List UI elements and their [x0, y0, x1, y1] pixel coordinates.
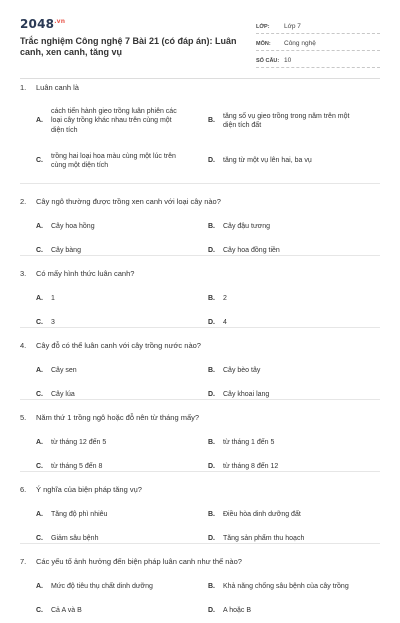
- option-c[interactable]: [20, 141, 192, 181]
- option-text: Tăng độ phì nhiêu: [51, 511, 108, 519]
- option-d[interactable]: [192, 141, 364, 181]
- options-grid: [20, 359, 380, 407]
- option-a[interactable]: [20, 287, 192, 311]
- option-letter: D.: [208, 535, 215, 543]
- question-text: [20, 197, 380, 207]
- option-letter: B.: [208, 583, 215, 591]
- question-5: [20, 400, 380, 472]
- question-number: 4.: [20, 341, 27, 350]
- question-stem: Năm thứ 1 trồng ngô hoặc đỗ nên từ tháng mấy?: [36, 413, 200, 422]
- options-grid: [20, 101, 380, 181]
- question-text: [20, 485, 380, 495]
- option-c[interactable]: [20, 599, 192, 623]
- question-number: 2.: [20, 197, 27, 206]
- option-letter: C.: [36, 247, 43, 255]
- worksheet-header: [20, 0, 380, 78]
- option-text: Cả A và B: [51, 607, 82, 615]
- option-letter: B.: [208, 439, 215, 447]
- option-b[interactable]: [192, 359, 364, 383]
- info-value: Công nghệ: [284, 40, 316, 47]
- info-label: SỐ CÂU:: [256, 58, 280, 64]
- option-text: Cây lúa: [51, 391, 75, 399]
- question-stem: Các yếu tố ảnh hưởng đến biện pháp luân canh như thế nào?: [36, 557, 242, 566]
- option-a[interactable]: [20, 359, 192, 383]
- option-b[interactable]: [192, 287, 364, 311]
- question-7: [20, 544, 380, 616]
- option-letter: A.: [36, 117, 43, 125]
- option-text: từ tháng 8 đến 12: [223, 463, 279, 471]
- option-text: tăng từ một vụ lên hai, ba vụ: [223, 157, 312, 165]
- question-number: 3.: [20, 269, 27, 278]
- info-value: 10: [284, 57, 292, 64]
- info-row-count: [256, 51, 380, 68]
- question-stem: Ý nghĩa của biện pháp tăng vụ?: [36, 485, 142, 494]
- option-letter: C.: [36, 535, 43, 543]
- option-text: cách tiến hành gieo trồng luân phiên các loại cây trồng khác nhau trên cùng một diện tích: [51, 107, 177, 134]
- option-letter: A.: [36, 295, 43, 303]
- option-letter: A.: [36, 511, 43, 519]
- option-c[interactable]: [20, 311, 192, 335]
- question-stem: Có mấy hình thức luân canh?: [36, 269, 135, 278]
- option-text: 1: [51, 295, 55, 303]
- question-number: 1.: [20, 83, 27, 92]
- question-stem: Luân canh là: [36, 83, 79, 92]
- option-a[interactable]: [20, 215, 192, 239]
- option-text: từ tháng 12 đến 5: [51, 439, 107, 447]
- options-grid: [20, 215, 380, 263]
- option-c[interactable]: [20, 527, 192, 551]
- option-a[interactable]: [20, 431, 192, 455]
- option-text: tăng số vụ gieo trồng trong năm trên một diện tích đất: [223, 112, 350, 129]
- option-text: Mức độ tiêu thụ chất dinh dưỡng: [51, 583, 153, 591]
- option-text: 3: [51, 319, 55, 327]
- option-letter: D.: [208, 157, 215, 165]
- option-a[interactable]: [20, 503, 192, 527]
- question-stem: Cây ngô thường được trồng xen canh với loại cây nào?: [36, 197, 221, 206]
- option-text: Giảm sâu bệnh: [51, 535, 99, 543]
- option-text: Khả năng chống sâu bệnh của cây trồng: [223, 583, 349, 591]
- page-title: Trắc nghiệm Công nghệ 7 Bài 21 (có đáp án): Luân canh, xen canh, tăng vụ: [20, 36, 237, 57]
- option-letter: D.: [208, 319, 215, 327]
- option-text: Tăng sản phẩm thu hoạch: [223, 535, 305, 543]
- option-d[interactable]: [192, 239, 364, 263]
- option-text: trồng hai loại hoa màu cùng một lúc trên cùng một diện tích: [51, 152, 176, 169]
- question-2: [20, 184, 380, 256]
- option-b[interactable]: [192, 503, 364, 527]
- option-b[interactable]: [192, 431, 364, 455]
- options-grid: [20, 431, 380, 479]
- question-number: 6.: [20, 485, 27, 494]
- option-letter: D.: [208, 463, 215, 471]
- options-grid: [20, 287, 380, 335]
- option-text: Cây hoa đồng tiền: [223, 247, 280, 255]
- option-letter: B.: [208, 367, 215, 375]
- option-text: 2: [223, 295, 227, 303]
- option-text: Cây khoai lang: [223, 391, 270, 399]
- option-text: Cây sen: [51, 367, 77, 375]
- option-d[interactable]: [192, 527, 364, 551]
- option-letter: A.: [36, 583, 43, 591]
- question-number: 7.: [20, 557, 27, 566]
- option-letter: D.: [208, 247, 215, 255]
- question-stem: Cây đỗ có thể luân canh với cây trồng nước nào?: [36, 341, 201, 350]
- options-grid: [20, 503, 380, 551]
- question-text: [20, 83, 380, 93]
- question-text: [20, 269, 380, 279]
- option-d[interactable]: [192, 311, 364, 335]
- option-d[interactable]: [192, 599, 364, 623]
- info-label: LỚP:: [256, 24, 270, 30]
- option-a[interactable]: [20, 101, 192, 141]
- option-letter: A.: [36, 223, 43, 231]
- option-c[interactable]: [20, 383, 192, 407]
- option-text: Cây hoa hồng: [51, 223, 95, 231]
- option-letter: C.: [36, 607, 43, 615]
- option-letter: A.: [36, 367, 43, 375]
- option-b[interactable]: [192, 215, 364, 239]
- option-d[interactable]: [192, 383, 364, 407]
- option-text: Điều hòa dinh dưỡng đất: [223, 511, 301, 519]
- option-letter: C.: [36, 463, 43, 471]
- question-text: [20, 557, 380, 567]
- option-c[interactable]: [20, 455, 192, 479]
- question-1: [20, 79, 380, 184]
- option-text: từ tháng 1 đến 5: [223, 439, 275, 447]
- option-letter: B.: [208, 223, 215, 231]
- option-letter: C.: [36, 319, 43, 327]
- question-number: 5.: [20, 413, 27, 422]
- option-text: Cây bèo tây: [223, 367, 261, 375]
- site-logo[interactable]: [20, 15, 256, 31]
- question-3: [20, 256, 380, 328]
- option-letter: B.: [208, 117, 215, 125]
- options-grid: [20, 575, 380, 623]
- option-text: từ tháng 5 đến 8: [51, 463, 103, 471]
- option-text: Cây bàng: [51, 247, 81, 255]
- option-text: Cây đậu tương: [223, 223, 271, 231]
- option-text: 4: [223, 319, 227, 327]
- header-left: [20, 15, 256, 78]
- option-letter: B.: [208, 511, 215, 519]
- logo-suffix: .vn: [54, 18, 66, 25]
- option-letter: A.: [36, 439, 43, 447]
- option-d[interactable]: [192, 455, 364, 479]
- option-letter: D.: [208, 607, 215, 615]
- option-b[interactable]: [192, 575, 364, 599]
- option-letter: D.: [208, 391, 215, 399]
- option-letter: B.: [208, 295, 215, 303]
- info-row-class: [256, 17, 380, 34]
- option-letter: C.: [36, 157, 43, 165]
- question-text: [20, 413, 380, 423]
- info-panel: [256, 15, 380, 78]
- question-6: [20, 472, 380, 544]
- option-letter: C.: [36, 391, 43, 399]
- logo-main: 2048: [20, 17, 55, 31]
- option-b[interactable]: [192, 101, 364, 141]
- question-4: [20, 328, 380, 400]
- option-a[interactable]: [20, 575, 192, 599]
- option-text: A hoặc B: [223, 607, 252, 615]
- info-value: Lớp 7: [284, 23, 301, 30]
- info-label: MÔN:: [256, 41, 271, 47]
- info-row-subject: [256, 34, 380, 51]
- option-c[interactable]: [20, 239, 192, 263]
- question-text: [20, 341, 380, 351]
